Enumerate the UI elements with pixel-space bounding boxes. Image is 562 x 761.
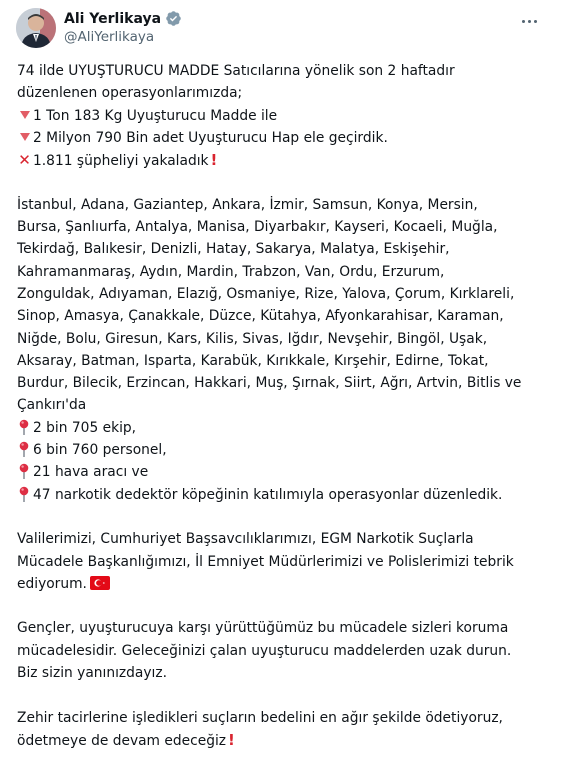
cities-line: Niğde, Bolu, Giresun, Kars, Kilis, Sivas, Iğdır, Nevşehir, Bingöl, Uşak, — [17, 330, 488, 347]
list-item — [17, 149, 553, 171]
round-pushpin-icon — [17, 419, 31, 435]
red-exclamation-icon: ! — [228, 730, 235, 749]
cities-line: Aksaray, Batman, Isparta, Karabük, Kırıkkale, Kırşehir, Edirne, Tokat, — [17, 352, 489, 369]
author-display-name[interactable]: Ali Yerlikaya — [64, 10, 162, 27]
tweet-line: 74 ilde UYUŞTURUCU MADDE Satıcılarına yönelik son 2 haftadır — [17, 63, 455, 79]
paragraph-gap — [17, 684, 553, 706]
suspects-text: 1.811 şüpheliyi yakaladık — [33, 153, 209, 170]
round-pushpin-icon — [17, 486, 31, 502]
resource-personnel: 6 bin 760 personel, — [33, 442, 167, 459]
cities-line: Bursa, Şanlıurfa, Antalya, Manisa, Diyarbakır, Kayseri, Kocaeli, Muğla, — [17, 219, 498, 236]
seizure-pills: 2 Milyon 790 Bin adet Uyuşturucu Hap ele geçirdik. — [33, 129, 388, 146]
closing-end: ödetmeye de devam edeceğiz — [17, 732, 227, 749]
verified-badge-icon — [165, 10, 182, 27]
paragraph-gap — [17, 595, 553, 617]
paragraph-gap — [17, 171, 553, 193]
tweet-header — [16, 8, 546, 48]
tweet-line: Biz sizin yanınızdayız. — [17, 665, 168, 682]
red-triangle-down-icon — [20, 133, 30, 141]
tweet-line — [17, 573, 553, 595]
red-triangle-down-icon — [20, 111, 30, 119]
cities-line: Sinop, Amasya, Çanakkale, Düzce, Kütahya, Afyonkarahisar, Karaman, — [17, 308, 504, 325]
cities-line: Zonguldak, Adıyaman, Elazığ, Osmaniye, Rize, Yalova, Çorum, Kırklareli, — [17, 285, 515, 302]
tweet-line: Mücadele Başkanlığımızı, İl Emniyet Müdürlerimizi ve Polislerimizi tebrik — [17, 553, 514, 570]
cities-line: Çankırı'da — [17, 397, 87, 414]
resource-dogs: 47 narkotik dedektör köpeğinin katılımıyla operasyonlar düzenledik. — [33, 486, 503, 503]
tweet-line — [17, 729, 553, 751]
list-item — [17, 105, 553, 127]
tweet-line: Gençler, uyuşturucuya karşı yürüttüğümüz bu mücadele sizleri koruma — [17, 620, 509, 637]
avatar[interactable] — [16, 8, 56, 48]
resource-aircraft: 21 hava aracı ve — [33, 464, 149, 481]
resource-teams: 2 bin 705 ekip, — [33, 419, 137, 436]
list-item — [17, 484, 553, 506]
tweet-line: düzenlenen operasyonlarımızda; — [17, 85, 243, 102]
paragraph-gap — [17, 506, 553, 528]
list-item — [17, 461, 553, 483]
cities-line: İstanbul, Adana, Gaziantep, Ankara, İzmir, Samsun, Konya, Mersin, — [17, 196, 478, 213]
congrats-end: ediyorum. — [17, 575, 87, 592]
tweet-text — [17, 60, 553, 751]
list-item — [17, 417, 553, 439]
tweet-line: mücadelesidir. Geleceğinizi çalan uyuşturucu maddelerden uzak durun. — [17, 642, 512, 659]
list-item — [17, 127, 553, 149]
round-pushpin-icon — [17, 463, 31, 479]
cities-line: Burdur, Bilecik, Erzincan, Hakkari, Muş, Şırnak, Siirt, Ağrı, Artvin, Bitlis ve — [17, 375, 522, 392]
tweet-line: Zehir tacirlerine işledikleri suçların bedelini en ağır şekilde ödetiyoruz, — [17, 709, 503, 726]
list-item — [17, 439, 553, 461]
turkey-flag-icon — [90, 576, 110, 590]
tweet-line: Valilerimizi, Cumhuriyet Başsavcılıklarımızı, EGM Narkotik Suçlarla — [17, 531, 474, 548]
author-names — [64, 9, 182, 45]
red-exclamation-icon: ! — [210, 151, 218, 170]
cities-line: Tekirdağ, Balıkesir, Denizli, Hatay, Sakarya, Malatya, Eskişehir, — [17, 241, 450, 258]
round-pushpin-icon — [17, 441, 31, 457]
more-options-icon[interactable] — [516, 8, 542, 34]
author-handle[interactable]: @AliYerlikaya — [64, 29, 155, 45]
seizure-drugs: 1 Ton 183 Kg Uyuşturucu Madde ile — [33, 107, 278, 124]
cities-line: Kahramanmaraş, Aydın, Mardin, Trabzon, Van, Ordu, Erzurum, — [17, 263, 445, 280]
cross-mark-icon: ✕ — [18, 151, 31, 170]
